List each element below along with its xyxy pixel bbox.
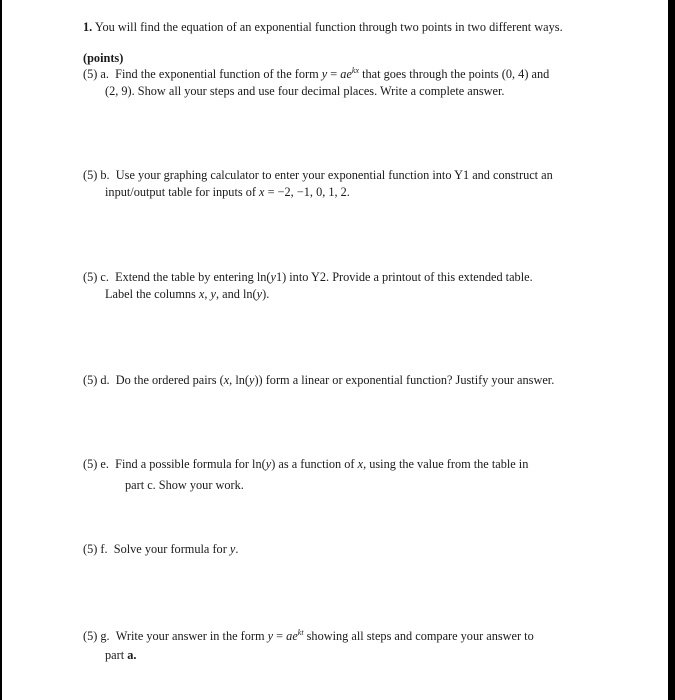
part-e-line-2: part c. Show your work.	[125, 478, 244, 492]
part-e-marker: (5) e.	[83, 457, 109, 471]
part-c-marker: (5) c.	[83, 270, 109, 284]
part-c-line-2: Label the columns x, y, and ln(y).	[105, 287, 270, 301]
part-c-line-1: (5) c. Extend the table by entering ln(y1) into Y2. Provide a printout of this extended table.	[83, 270, 533, 284]
part-d-marker: (5) d.	[83, 373, 110, 387]
part-g-marker: (5) g.	[83, 629, 110, 643]
question-1-prompt	[83, 20, 563, 34]
part-a-equation: $y = ae^{kx}$	[321, 66, 360, 81]
part-g-line-1: (5) g. Write your answer in the form $y = ae^{kt}$ showing all steps and compare your answer to	[83, 628, 534, 643]
right-border	[668, 0, 675, 700]
part-a-line-2: (2, 9). Show all your steps and use four decimal places. Write a complete answer.	[105, 84, 505, 98]
part-a-line-1: (5) a. Find the exponential function of the form $y = ae^{kx}$ that goes through the points (0, 4) and	[83, 66, 550, 81]
question-number: 1.	[83, 20, 93, 34]
part-f-line-1: (5) f. Solve your formula for y.	[83, 542, 239, 556]
part-g-equation: $y = ae^{kt}$	[267, 628, 304, 643]
part-b-marker: (5) b.	[83, 168, 110, 182]
question-text: You will find the equation of an exponential function through two points in two different ways.	[94, 20, 563, 34]
part-d-line-1: (5) d. Do the ordered pairs (x, ln(y)) form a linear or exponential function? Justify your answer.	[83, 373, 555, 387]
part-f-marker: (5) f.	[83, 542, 108, 556]
points-label: (points)	[83, 51, 124, 65]
part-e-line-1: (5) e. Find a possible formula for ln(y) as a function of x, using the value from the table in	[83, 457, 529, 471]
part-a-text: Find the exponential function of the form	[115, 67, 319, 81]
part-a-marker: (5) a.	[83, 67, 109, 81]
part-b-line-2: input/output table for inputs of x = −2, −1, 0, 1, 2.	[105, 185, 350, 199]
part-g-line-2: part a.	[105, 648, 137, 662]
part-b-line-1: (5) b. Use your graphing calculator to enter your exponential function into Y1 and construct an	[83, 168, 553, 182]
